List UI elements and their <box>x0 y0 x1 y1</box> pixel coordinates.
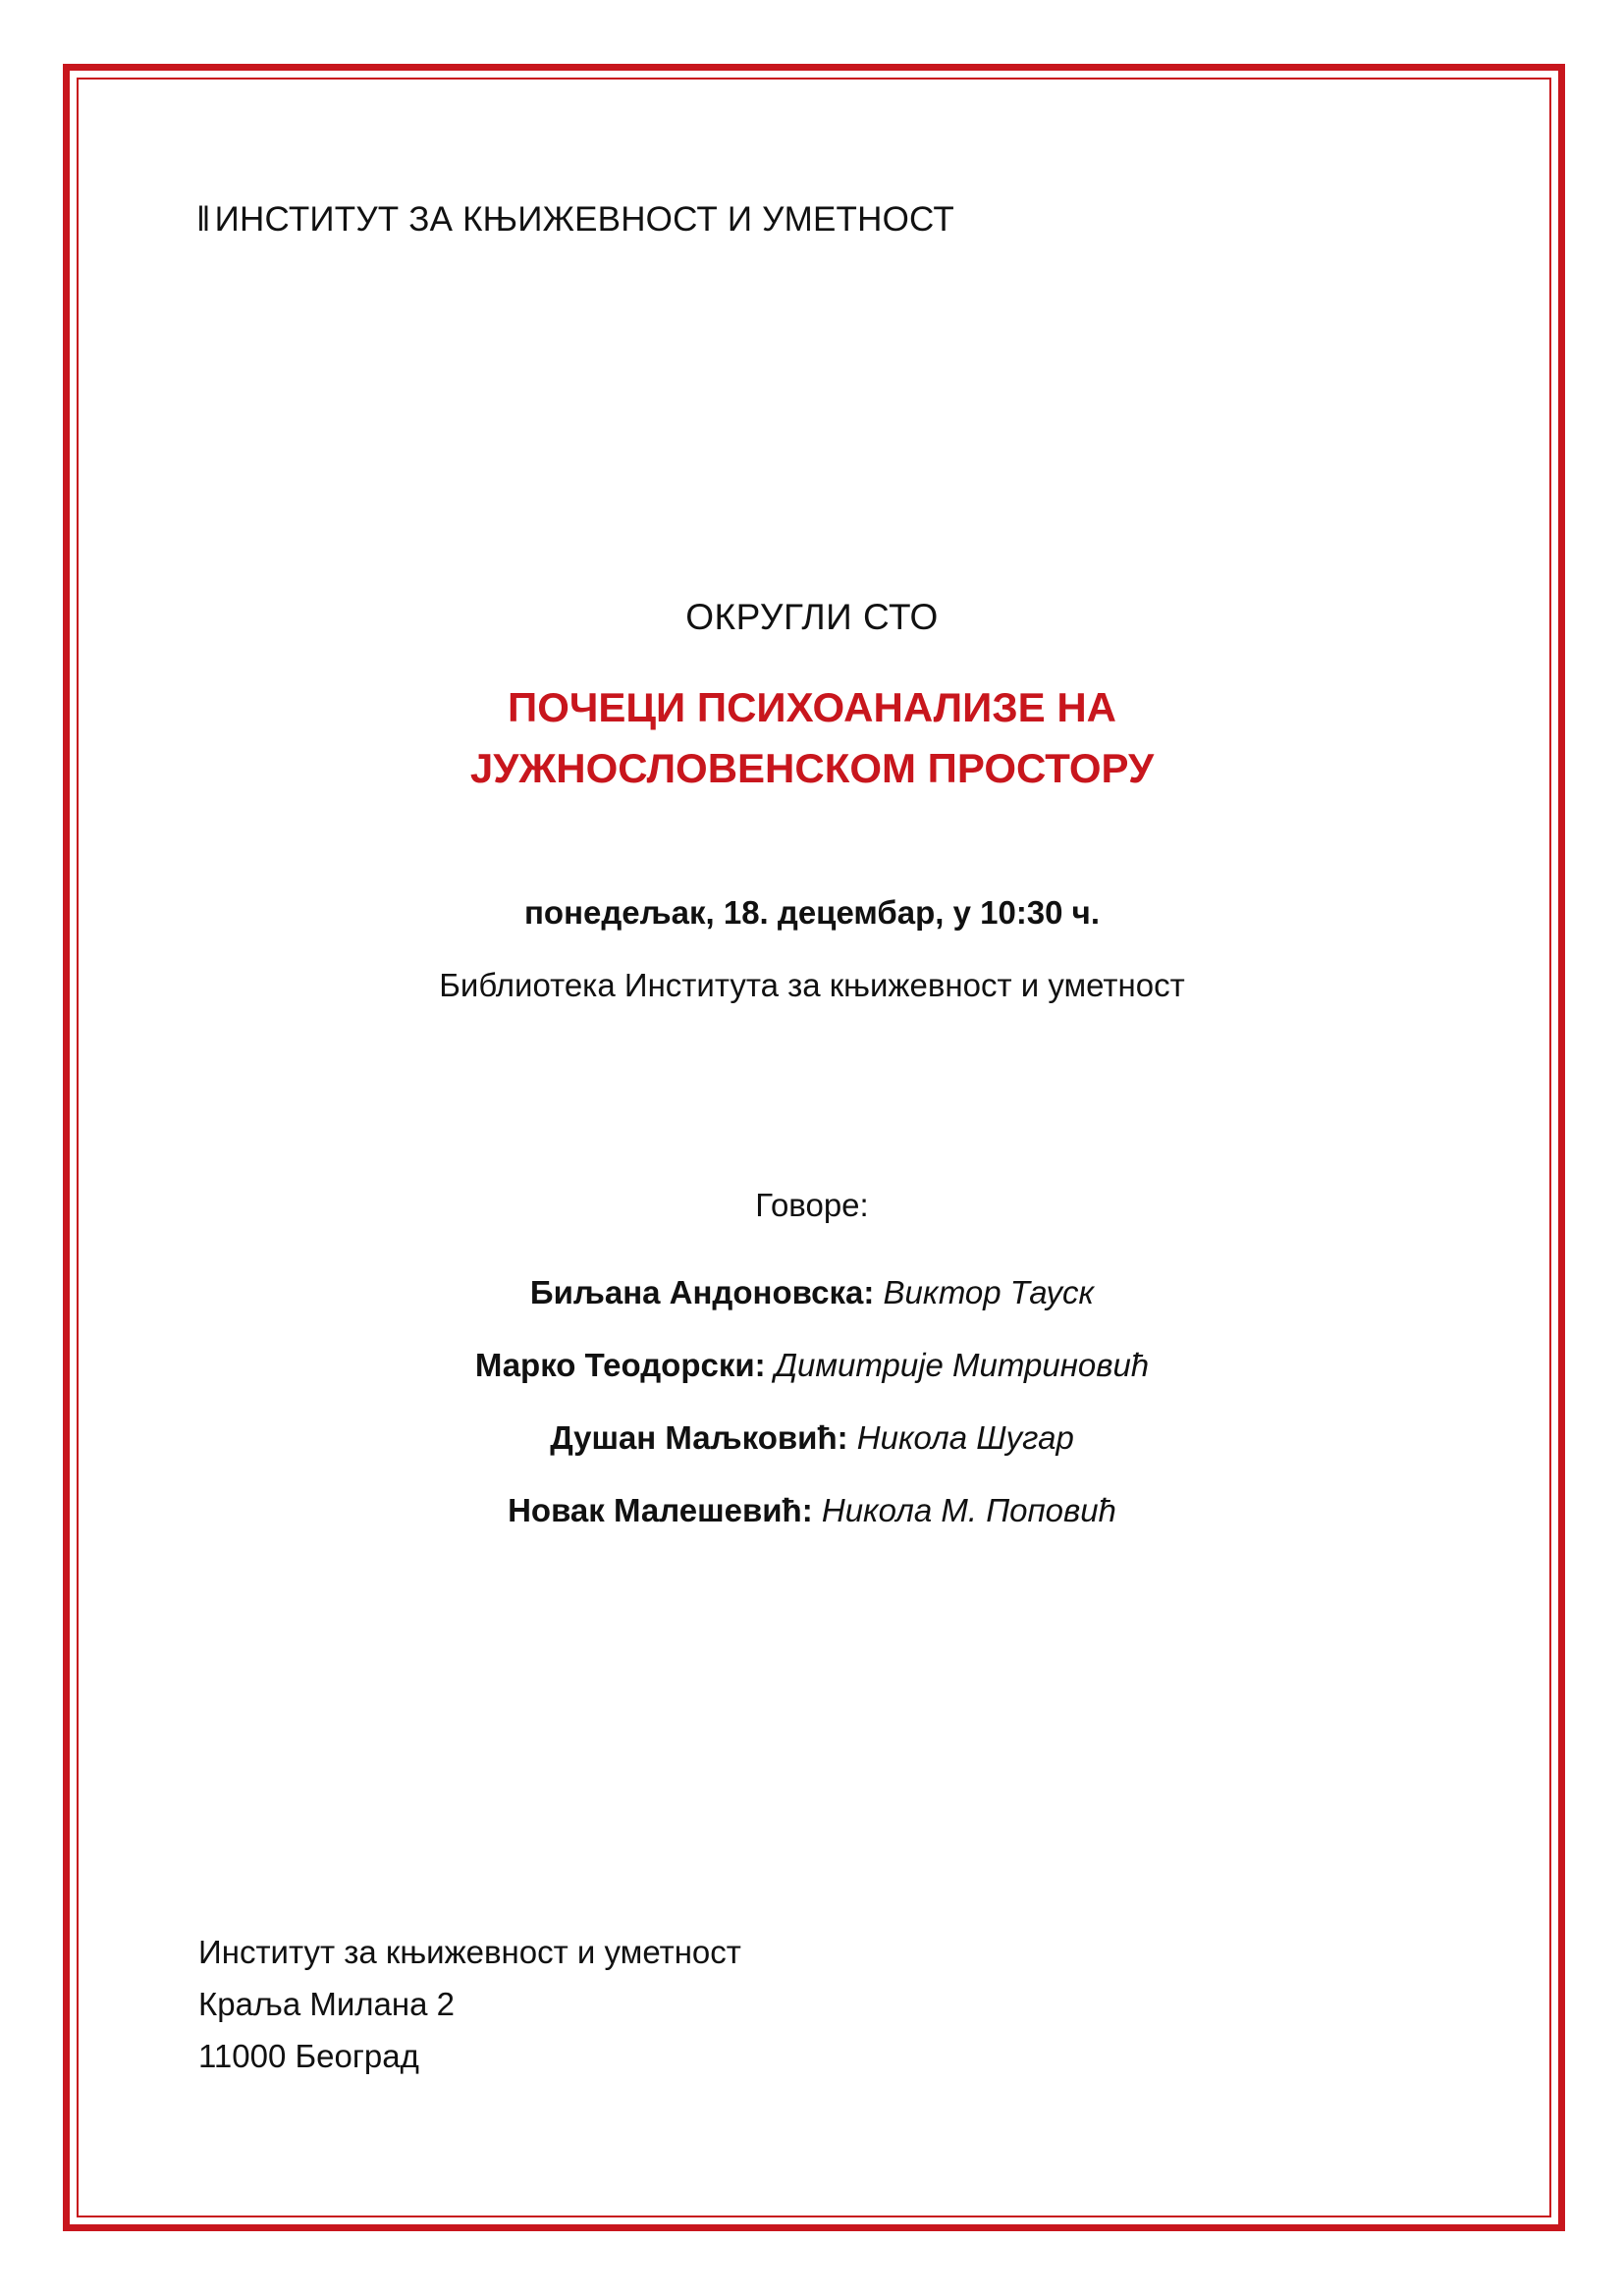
speaker-topic: Никола М. Поповић <box>821 1492 1116 1528</box>
institute-name: ИНСТИТУТ ЗА КЊИЖЕВНОСТ И УМЕТНОСТ <box>214 200 954 239</box>
institute-header <box>196 200 954 240</box>
speaker-topic: Виктор Тауск <box>883 1274 1095 1310</box>
event-venue: Библиотека Института за књижевност и уметност <box>439 967 1185 1003</box>
speaker-item: Марко Теодорски: Димитрије Митриновић <box>474 1347 1150 1383</box>
speaker-topic: Никола Шугар <box>856 1419 1074 1456</box>
event-datetime: понедељак, 18. децембар, у 10:30 ч. <box>523 894 1101 931</box>
event-title <box>0 677 1624 799</box>
speaker-name: Марко Теодорски <box>474 1347 755 1383</box>
address-city: 11000 Београд <box>198 2038 419 2074</box>
header-marker: ‖ <box>196 200 211 239</box>
speakers-label: Говоре: <box>755 1187 869 1223</box>
address-block <box>198 1926 741 2082</box>
address-institution: Институт за књижевност и уметност <box>198 1934 741 1970</box>
event-title-line-1: ПОЧЕЦИ ПСИХОАНАЛИЗЕ НА <box>508 684 1116 730</box>
speaker-name: Новак Малешевић <box>508 1492 802 1528</box>
event-title-line-2: ЈУЖНОСЛОВЕНСКОМ ПРОСТОРУ <box>469 745 1155 791</box>
speaker-name: Биљана Андоновска <box>529 1274 864 1310</box>
speaker-item: Новак Малешевић: Никола М. Поповић <box>508 1492 1116 1528</box>
speaker-item: Душан Маљковић: Никола Шугар <box>550 1419 1074 1456</box>
speaker-topic: Димитрије Митриновић <box>774 1347 1150 1383</box>
page-border-inner <box>77 78 1551 2217</box>
speakers-list <box>0 1256 1624 1547</box>
address-street: Краља Милана 2 <box>198 1986 455 2022</box>
speaker-item: Биљана Андоновска: Виктор Тауск <box>529 1274 1095 1310</box>
speaker-name: Душан Маљковић <box>550 1419 838 1456</box>
event-type: ОКРУГЛИ СТО <box>685 597 939 637</box>
